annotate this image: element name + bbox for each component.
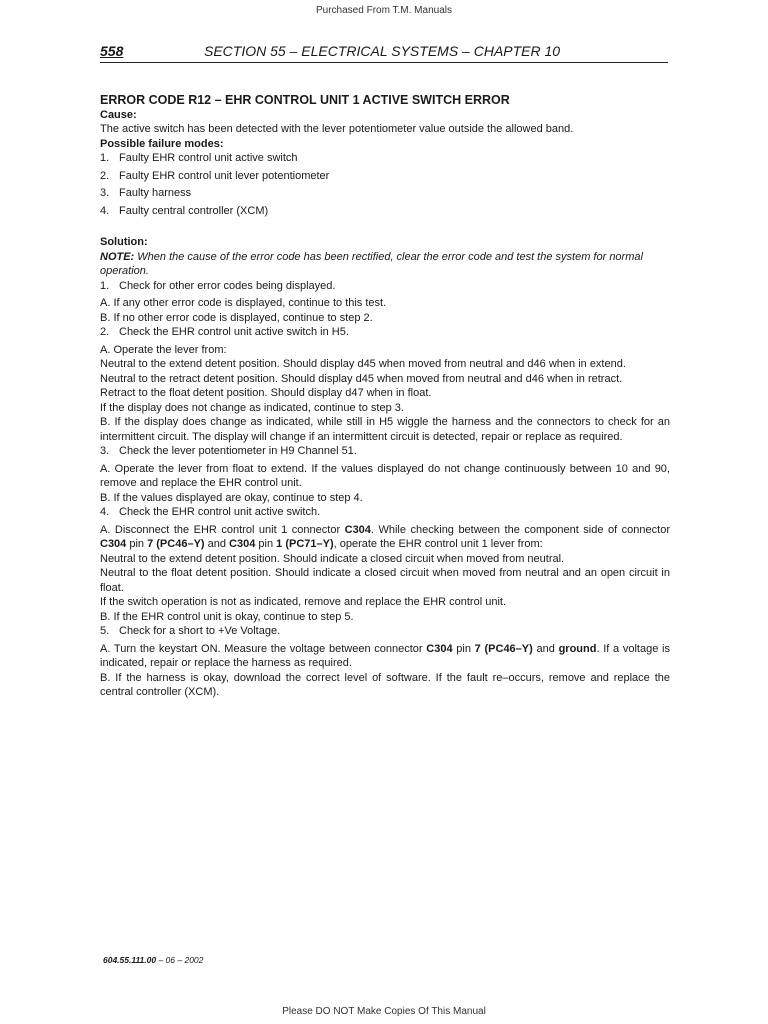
step-number: 3. <box>100 445 110 457</box>
pin-ref: 1 (PC71–Y) <box>276 538 334 550</box>
text-run: A. Disconnect the EHR control unit 1 connector <box>100 523 345 536</box>
connector-ref: C304 <box>344 523 371 536</box>
header-watermark: Purchased From T.M. Manuals <box>316 5 452 16</box>
cause-heading: Cause: <box>100 108 137 121</box>
step-2-line: Retract to the float detent position. Should display d47 when in float. <box>100 387 432 399</box>
step-2-a: A. Operate the lever from: <box>100 343 227 356</box>
header-rule <box>100 62 668 63</box>
connector-ref: C304 <box>100 538 127 550</box>
note-label: NOTE: <box>100 250 135 263</box>
text-run: , operate the EHR control unit 1 lever from: <box>333 538 543 550</box>
item-number: 3. <box>100 187 110 199</box>
step-5-b: B. If the harness is okay, download the correct level of software. If the fault re–occurs, remove and replace the central controller (XCM). <box>100 671 670 698</box>
spacer <box>100 221 670 235</box>
footer-watermark: Please DO NOT Make Copies Of This Manual <box>282 1006 486 1017</box>
text-run: and <box>204 538 230 550</box>
item-text: Faulty EHR control unit active switch <box>119 152 298 164</box>
step-number: 5. <box>100 625 110 637</box>
page-number: 558 <box>100 43 124 59</box>
failure-mode-item <box>100 204 670 219</box>
solution-heading: Solution: <box>100 236 148 248</box>
text-run: pin <box>255 538 277 550</box>
item-number: 4. <box>100 204 110 217</box>
step-number: 4. <box>100 506 110 518</box>
step-text: Check the EHR control unit active switch in H5. <box>119 326 349 338</box>
note <box>100 250 670 279</box>
failure-mode-item <box>100 151 670 166</box>
step-text: Check for other error codes being displayed. <box>119 279 336 292</box>
step-2-line: Neutral to the extend detent position. Should display d45 when moved from neutral and d46 when in extend. <box>100 358 626 370</box>
note-text: When the cause of the error code has been rectified, clear the error code and test the system for normal operation. <box>100 250 643 277</box>
text-run: pin <box>452 642 475 655</box>
step-2-line: Neutral to the retract detent position. Should display d45 when moved from neutral and d46 when in retract. <box>100 372 623 385</box>
step-2-line: If the display does not change as indicated, continue to step 3. <box>100 401 404 414</box>
connector-ref: C304 <box>426 642 453 655</box>
item-text: Faulty harness <box>119 187 192 199</box>
page-content <box>100 93 670 700</box>
text-run: . If a voltage is indicated, repair or replace the harness as required. <box>100 642 670 669</box>
failure-modes-heading: Possible failure modes: <box>100 137 224 150</box>
solution-step-5 <box>100 624 670 639</box>
failure-mode-item <box>100 169 670 184</box>
item-number: 2. <box>100 169 110 182</box>
step-text: Check the EHR control unit active switch. <box>119 506 321 518</box>
text-run: . While checking between the component side of connector <box>370 523 670 536</box>
solution-step-4 <box>100 505 670 520</box>
step-5-a <box>100 642 670 671</box>
step-number: 1. <box>100 279 110 292</box>
step-1-b: B. If no other error code is displayed, continue to step 2. <box>100 311 373 324</box>
document-reference <box>103 955 203 965</box>
text-run: pin <box>126 538 148 550</box>
text-run: A. Turn the keystart ON. Measure the voltage between connector <box>100 642 427 655</box>
step-4-b: B. If the EHR control unit is okay, continue to step 5. <box>100 610 354 623</box>
connector-ref: C304 <box>229 538 256 550</box>
step-text: Check the lever potentiometer in H9 Channel 51. <box>119 445 357 457</box>
ground-ref: ground <box>558 642 597 655</box>
step-4-line: Neutral to the float detent position. Should indicate a closed circuit when moved from neutral and an open circuit in float. <box>100 567 670 594</box>
pin-ref: 7 (PC46–Y) <box>147 538 205 550</box>
cause-text: The active switch has been detected with the lever potentiometer value outside the allowed band. <box>100 123 574 135</box>
pin-ref: 7 (PC46–Y) <box>474 642 533 655</box>
document-code: 604.55.111.00 <box>103 955 157 965</box>
solution-step-3 <box>100 444 670 459</box>
step-3-a: A. Operate the lever from float to extend. If the values displayed do not change continuously between 10 and 90, remove and replace the EHR control unit. <box>100 462 670 489</box>
step-1-a: A. If any other error code is displayed, continue to this test. <box>100 297 387 309</box>
item-number: 1. <box>100 152 110 164</box>
step-4-line: If the switch operation is not as indicated, remove and replace the EHR control unit. <box>100 596 506 608</box>
item-text: Faulty central controller (XCM) <box>119 204 269 217</box>
step-3-b: B. If the values displayed are okay, continue to step 4. <box>100 491 363 504</box>
document-date: – 06 – 2002 <box>156 955 204 965</box>
step-number: 2. <box>100 326 110 338</box>
solution-step-2 <box>100 325 670 340</box>
text-run: and <box>532 642 559 655</box>
section-title: SECTION 55 – ELECTRICAL SYSTEMS – CHAPTER 10 <box>204 43 561 59</box>
item-text: Faulty EHR control unit lever potentiometer <box>119 169 330 182</box>
page-title: ERROR CODE R12 – EHR CONTROL UNIT 1 ACTIVE SWITCH ERROR <box>100 93 510 107</box>
failure-mode-item <box>100 186 670 201</box>
step-text: Check for a short to +Ve Voltage. <box>119 625 281 637</box>
solution-step-1 <box>100 279 670 294</box>
step-2-b: B. If the display does change as indicated, while still in H5 wiggle the harness and the connectors to check for an intermittent circuit. The display will change if an intermittent circuit is detected, repair or replace as required. <box>100 416 670 443</box>
step-4-line: Neutral to the extend detent position. Should indicate a closed circuit when moved from neutral. <box>100 552 565 565</box>
step-4-a <box>100 523 670 552</box>
